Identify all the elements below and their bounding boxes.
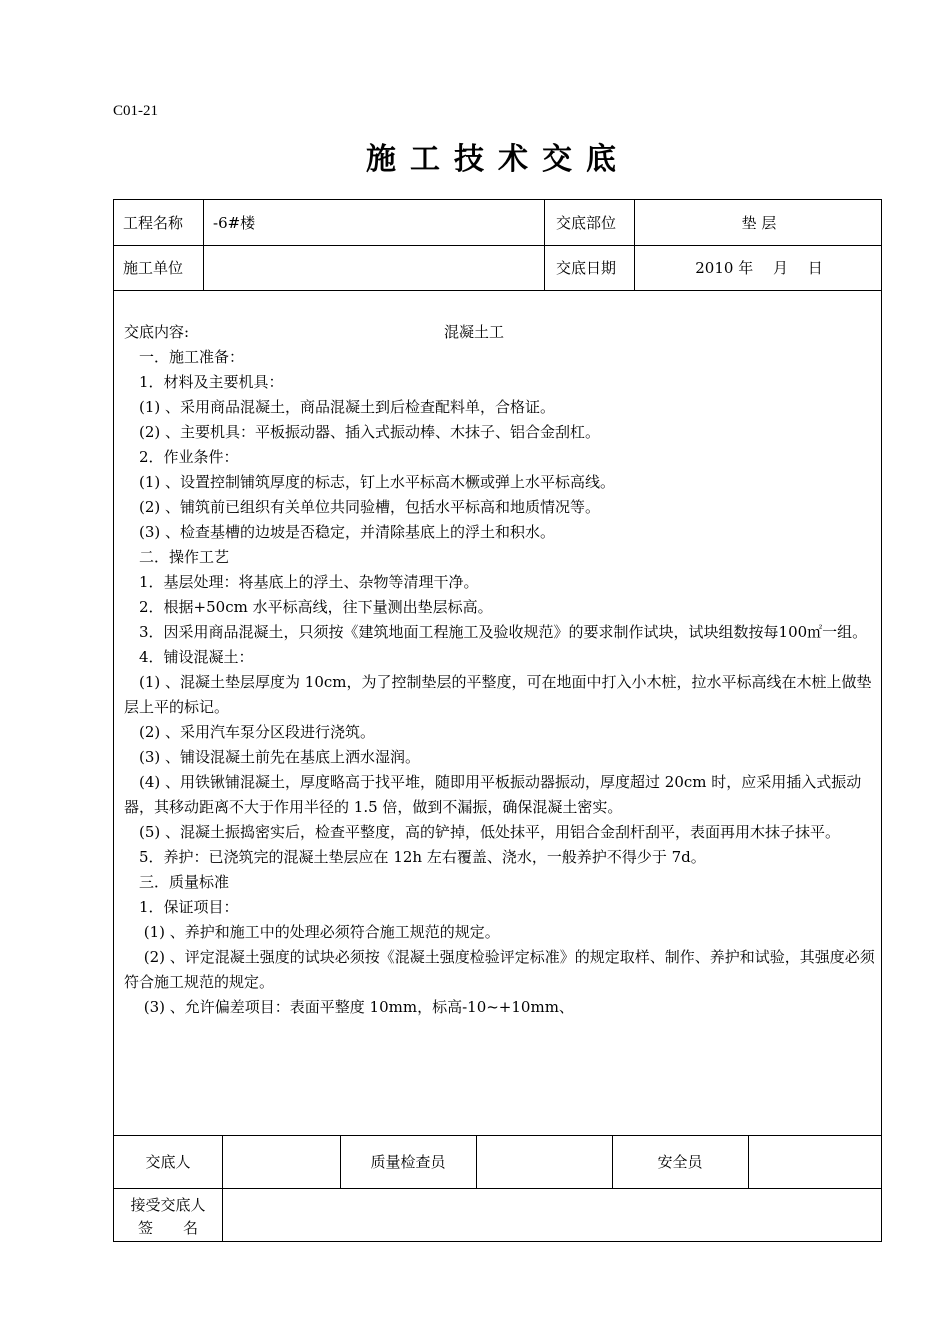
col-divider <box>203 200 204 290</box>
content-line: (3) 、检查基槽的边坡是否稳定，并清除基底上的浮土和积水。 <box>124 523 556 541</box>
construction-unit-label: 施工单位 <box>123 259 184 277</box>
col-divider <box>544 200 545 290</box>
safety-officer-label: 安全员 <box>657 1153 703 1171</box>
content-line: (2) 、评定混凝土强度的试块必须按《混凝土强度检验评定标准》的规定取样、制作、养护和试验，其强度必须符合施工规范的规定。 <box>124 948 875 991</box>
content-line: 一．施工准备： <box>124 348 245 366</box>
receiver-label-line1: 接受交底人 <box>130 1196 206 1214</box>
content-line: (2) 、采用汽车泵分区段进行浇筑。 <box>124 723 376 741</box>
row-divider <box>114 290 881 291</box>
content-line: (3) 、允许偏差项目：表面平整度 10mm，标高-10~+10mm、 <box>124 998 574 1016</box>
content-line: 4．铺设混凝土： <box>124 648 254 666</box>
content-line: (1) 、设置控制铺筑厚度的标志，钉上水平标高木橛或弹上水平标高线。 <box>124 473 616 491</box>
briefing-part-label: 交底部位 <box>556 214 617 232</box>
content-line: 2．作业条件： <box>124 448 239 466</box>
briefing-form <box>113 199 882 1242</box>
content-line: (3) 、铺设混凝土前先在基底上洒水湿润。 <box>124 748 421 766</box>
col-divider <box>748 1135 749 1188</box>
content-line: 1．保证项目： <box>124 898 239 916</box>
quality-inspector-label: 质量检查员 <box>370 1153 446 1171</box>
content-line: (1) 、采用商品混凝土，商品混凝土到后检查配料单，合格证。 <box>124 398 556 416</box>
content-line: 2．根据+50cm 水平标高线，往下量测出垫层标高。 <box>124 598 493 616</box>
project-name-value[interactable]: -6#楼 <box>213 214 256 232</box>
project-name-label: 工程名称 <box>123 214 184 232</box>
receiver-label-line2: 签 名 <box>137 1219 198 1237</box>
content-line: (2) 、铺筑前已组织有关单位共同验槽，包括水平标高和地质情况等。 <box>124 498 601 516</box>
col-divider <box>476 1135 477 1188</box>
content-label: 交底内容: <box>124 323 190 341</box>
col-divider <box>222 1135 223 1242</box>
content-line: 1．材料及主要机具： <box>124 373 284 391</box>
content-line: (2) 、主要机具：平板振动器、插入式振动棒、木抹子、铝合金刮杠。 <box>124 423 601 441</box>
briefing-date-label: 交底日期 <box>556 259 617 277</box>
presenter-label: 交底人 <box>145 1153 191 1171</box>
row-divider <box>114 1135 881 1136</box>
content-line: (4) 、用铁锹铺混凝土，厚度略高于找平堆，随即用平板振动器振动，厚度超过 20cm 时，应采用插入式振动器，其移动距离不大于作用半径的 1.5 倍，做到不漏振，确保混凝土密实。 <box>124 773 862 816</box>
content-line: 三．质量标准 <box>124 873 230 891</box>
briefing-content <box>124 320 876 1020</box>
content-line: 二．操作工艺 <box>124 548 230 566</box>
document-title: 施工技术交底 <box>366 142 630 177</box>
document-code: C01-21 <box>113 103 158 119</box>
row-divider <box>114 245 881 246</box>
content-line: (1) 、混凝土垫层厚度为 10cm，为了控制垫层的平整度，可在地面中打入小木桩，拉水平标高线在木桩上做垫层上平的标记。 <box>124 673 872 716</box>
content-line: (5) 、混凝土振捣密实后，检查平整度，高的铲掉，低处抹平，用铝合金刮杆刮平，表面再用木抹子抹平。 <box>124 823 841 841</box>
briefing-part-value[interactable]: 垫 层 <box>741 214 777 232</box>
content-header <box>124 320 876 345</box>
briefing-date-value[interactable]: 2010 年 月 日 <box>695 259 823 277</box>
row-divider <box>114 1188 881 1189</box>
content-topic: 混凝土工 <box>444 323 505 341</box>
content-line: (1) 、养护和施工中的处理必须符合施工规范的规定。 <box>124 923 500 941</box>
content-line: 1．基层处理：将基底上的浮土、杂物等清理干净。 <box>124 573 479 591</box>
content-line: 5．养护：已浇筑完的混凝土垫层应在 12h 左右覆盖、浇水，一般养护不得少于 7d。 <box>124 848 706 866</box>
content-line: 3．因采用商品混凝土，只须按《建筑地面工程施工及验收规范》的要求制作试块，试块组数按每100㎡一组。 <box>124 623 868 641</box>
